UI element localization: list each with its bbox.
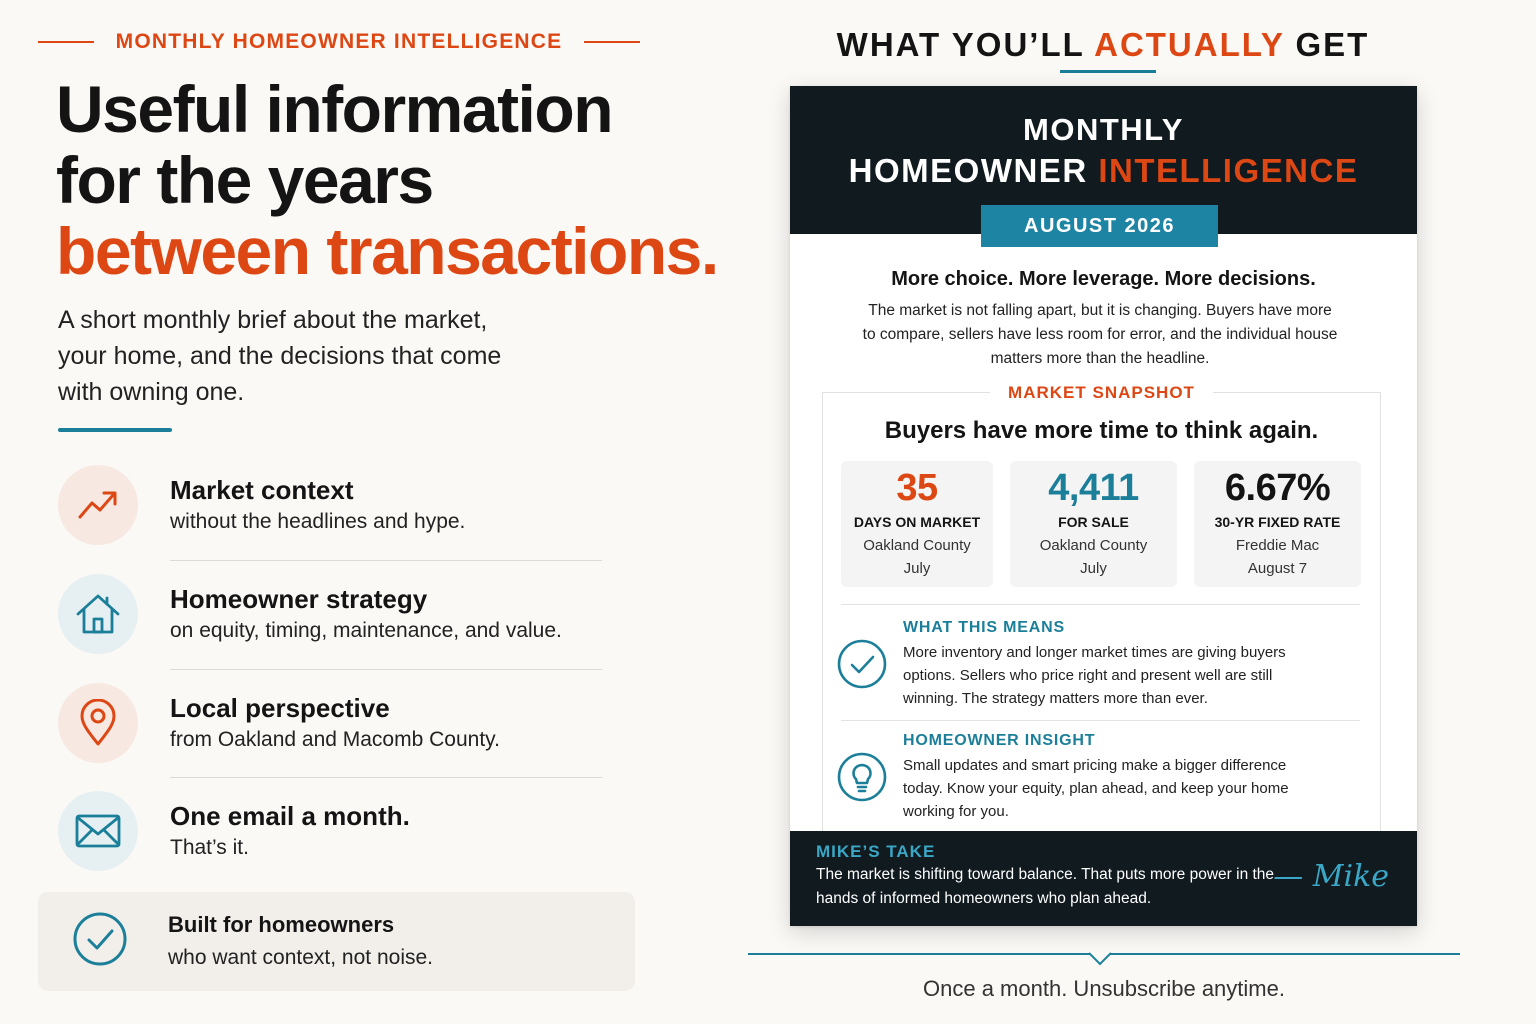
headline-line-2: for the years (56, 143, 433, 217)
stat-label: FOR SALE (1058, 514, 1129, 530)
accent-bar (58, 428, 172, 432)
feature-title: Homeowner strategy (170, 584, 428, 614)
stat-period: August 7 (1247, 560, 1308, 577)
insight-body: Small updates and smart pricing make a bigger difference today. Know your equity, plan ahead, and keep your home working for you. (903, 757, 1289, 820)
check-circle-icon (837, 639, 887, 689)
eyebrow-rule-right (584, 41, 640, 43)
issue-lead-body: The market is not falling apart, but it is changing. Buyers have more to compare, sellers have less room for error, and the individual house matters more than the headline. (862, 302, 1338, 367)
eyebrow (38, 30, 640, 54)
snapshot-divider (841, 604, 1360, 605)
lightbulb-icon (837, 752, 887, 802)
feature-title: One email a month. (170, 801, 410, 831)
feature-desc: from Oakland and Macomb County. (170, 728, 500, 751)
chevron-down-icon (1089, 952, 1111, 966)
preview-heading-part3: GET (1284, 26, 1370, 63)
footer-note: Once a month. Unsubscribe anytime. (923, 976, 1285, 1001)
stat-label: DAYS ON MARKET (853, 514, 981, 530)
newsletter-title-intelligence: INTELLIGENCE (1098, 152, 1359, 189)
stat-for-sale (1010, 461, 1177, 587)
stat-source: Oakland County (863, 537, 971, 554)
eyebrow-rule-left (38, 41, 94, 43)
insight-heading: WHAT THIS MEANS (903, 619, 1065, 636)
built-desc: who want context, not noise. (168, 945, 433, 969)
mikes-take (790, 831, 1417, 926)
location-pin-icon (58, 683, 138, 763)
built-for-homeowners-box (38, 892, 635, 991)
preview-heading-part1: WHAT YOU’LL (836, 26, 1095, 63)
snapshot-label-wrap (823, 383, 1380, 403)
feature-desc: without the headlines and hype. (170, 510, 466, 533)
stat-value: 4,411 (1048, 467, 1139, 509)
built-title: Built for homeowners (168, 911, 395, 937)
stat-days-on-market (841, 461, 993, 587)
newsletter-title-line1: MONTHLY (1023, 112, 1184, 147)
snapshot-title: Buyers have more time to think again. (884, 417, 1319, 444)
market-snapshot (822, 383, 1381, 832)
feature-local-perspective (58, 669, 604, 777)
house-icon (58, 574, 138, 654)
issue-lead: More choice. More leverage. More decisions. (891, 268, 1316, 290)
stat-period: July (903, 560, 931, 577)
stat-value: 35 (896, 467, 938, 509)
feature-title: Market context (170, 475, 354, 505)
intro-copy: A short monthly brief about the market, your home, and the decisions that come with owning one. (58, 306, 502, 406)
insight-what-this-means (837, 619, 1357, 719)
stat-source: Freddie Mac (1235, 537, 1320, 554)
newsletter-title-line2 (790, 152, 1417, 190)
signature: — Mike (1273, 859, 1389, 894)
feature-desc: on equity, timing, maintenance, and value. (170, 619, 562, 642)
newsletter-header (790, 86, 1417, 237)
trend-up-icon (58, 465, 138, 545)
preview-heading-accent: ACTUALLY (1094, 26, 1285, 63)
preview-heading-underline (1060, 70, 1156, 73)
check-circle-icon (72, 911, 128, 972)
issue-date-badge: AUGUST 2026 (981, 205, 1218, 247)
feature-one-email (58, 777, 604, 885)
preview-heading (790, 26, 1416, 64)
insight-heading: HOMEOWNER INSIGHT (903, 732, 1096, 749)
page-headline (56, 74, 736, 287)
feature-market-context (58, 451, 604, 559)
headline-line-1: Useful information (56, 72, 613, 146)
newsletter-title-homeowner: HOMEOWNER (848, 152, 1099, 189)
mikes-take-body: The market is shifting toward balance. That puts more power in the hands of informed homeowners who plan ahead. (816, 866, 1275, 907)
stat-value: 6.67% (1224, 467, 1331, 509)
feature-title: Local perspective (170, 693, 390, 723)
envelope-icon (58, 791, 138, 871)
feature-desc: That’s it. (170, 836, 249, 859)
feature-homeowner-strategy (58, 560, 604, 668)
mikes-take-heading: MIKE’S TAKE (816, 842, 936, 861)
headline-line-3: between transactions. (56, 214, 718, 288)
insight-body: More inventory and longer market times are giving buyers options. Sellers who price right and present well are still winning. The strategy matters more than ever. (903, 644, 1286, 707)
newsletter-preview-card (790, 86, 1417, 926)
eyebrow-text: MONTHLY HOMEOWNER INTELLIGENCE (115, 30, 563, 53)
snapshot-label: MARKET SNAPSHOT (990, 383, 1213, 402)
stat-mortgage-rate (1194, 461, 1361, 587)
snapshot-divider (841, 720, 1360, 721)
insight-homeowner (837, 732, 1357, 832)
stat-source: Oakland County (1039, 537, 1148, 554)
stat-period: July (1080, 560, 1107, 577)
stat-label: 30-YR FIXED RATE (1214, 514, 1341, 530)
